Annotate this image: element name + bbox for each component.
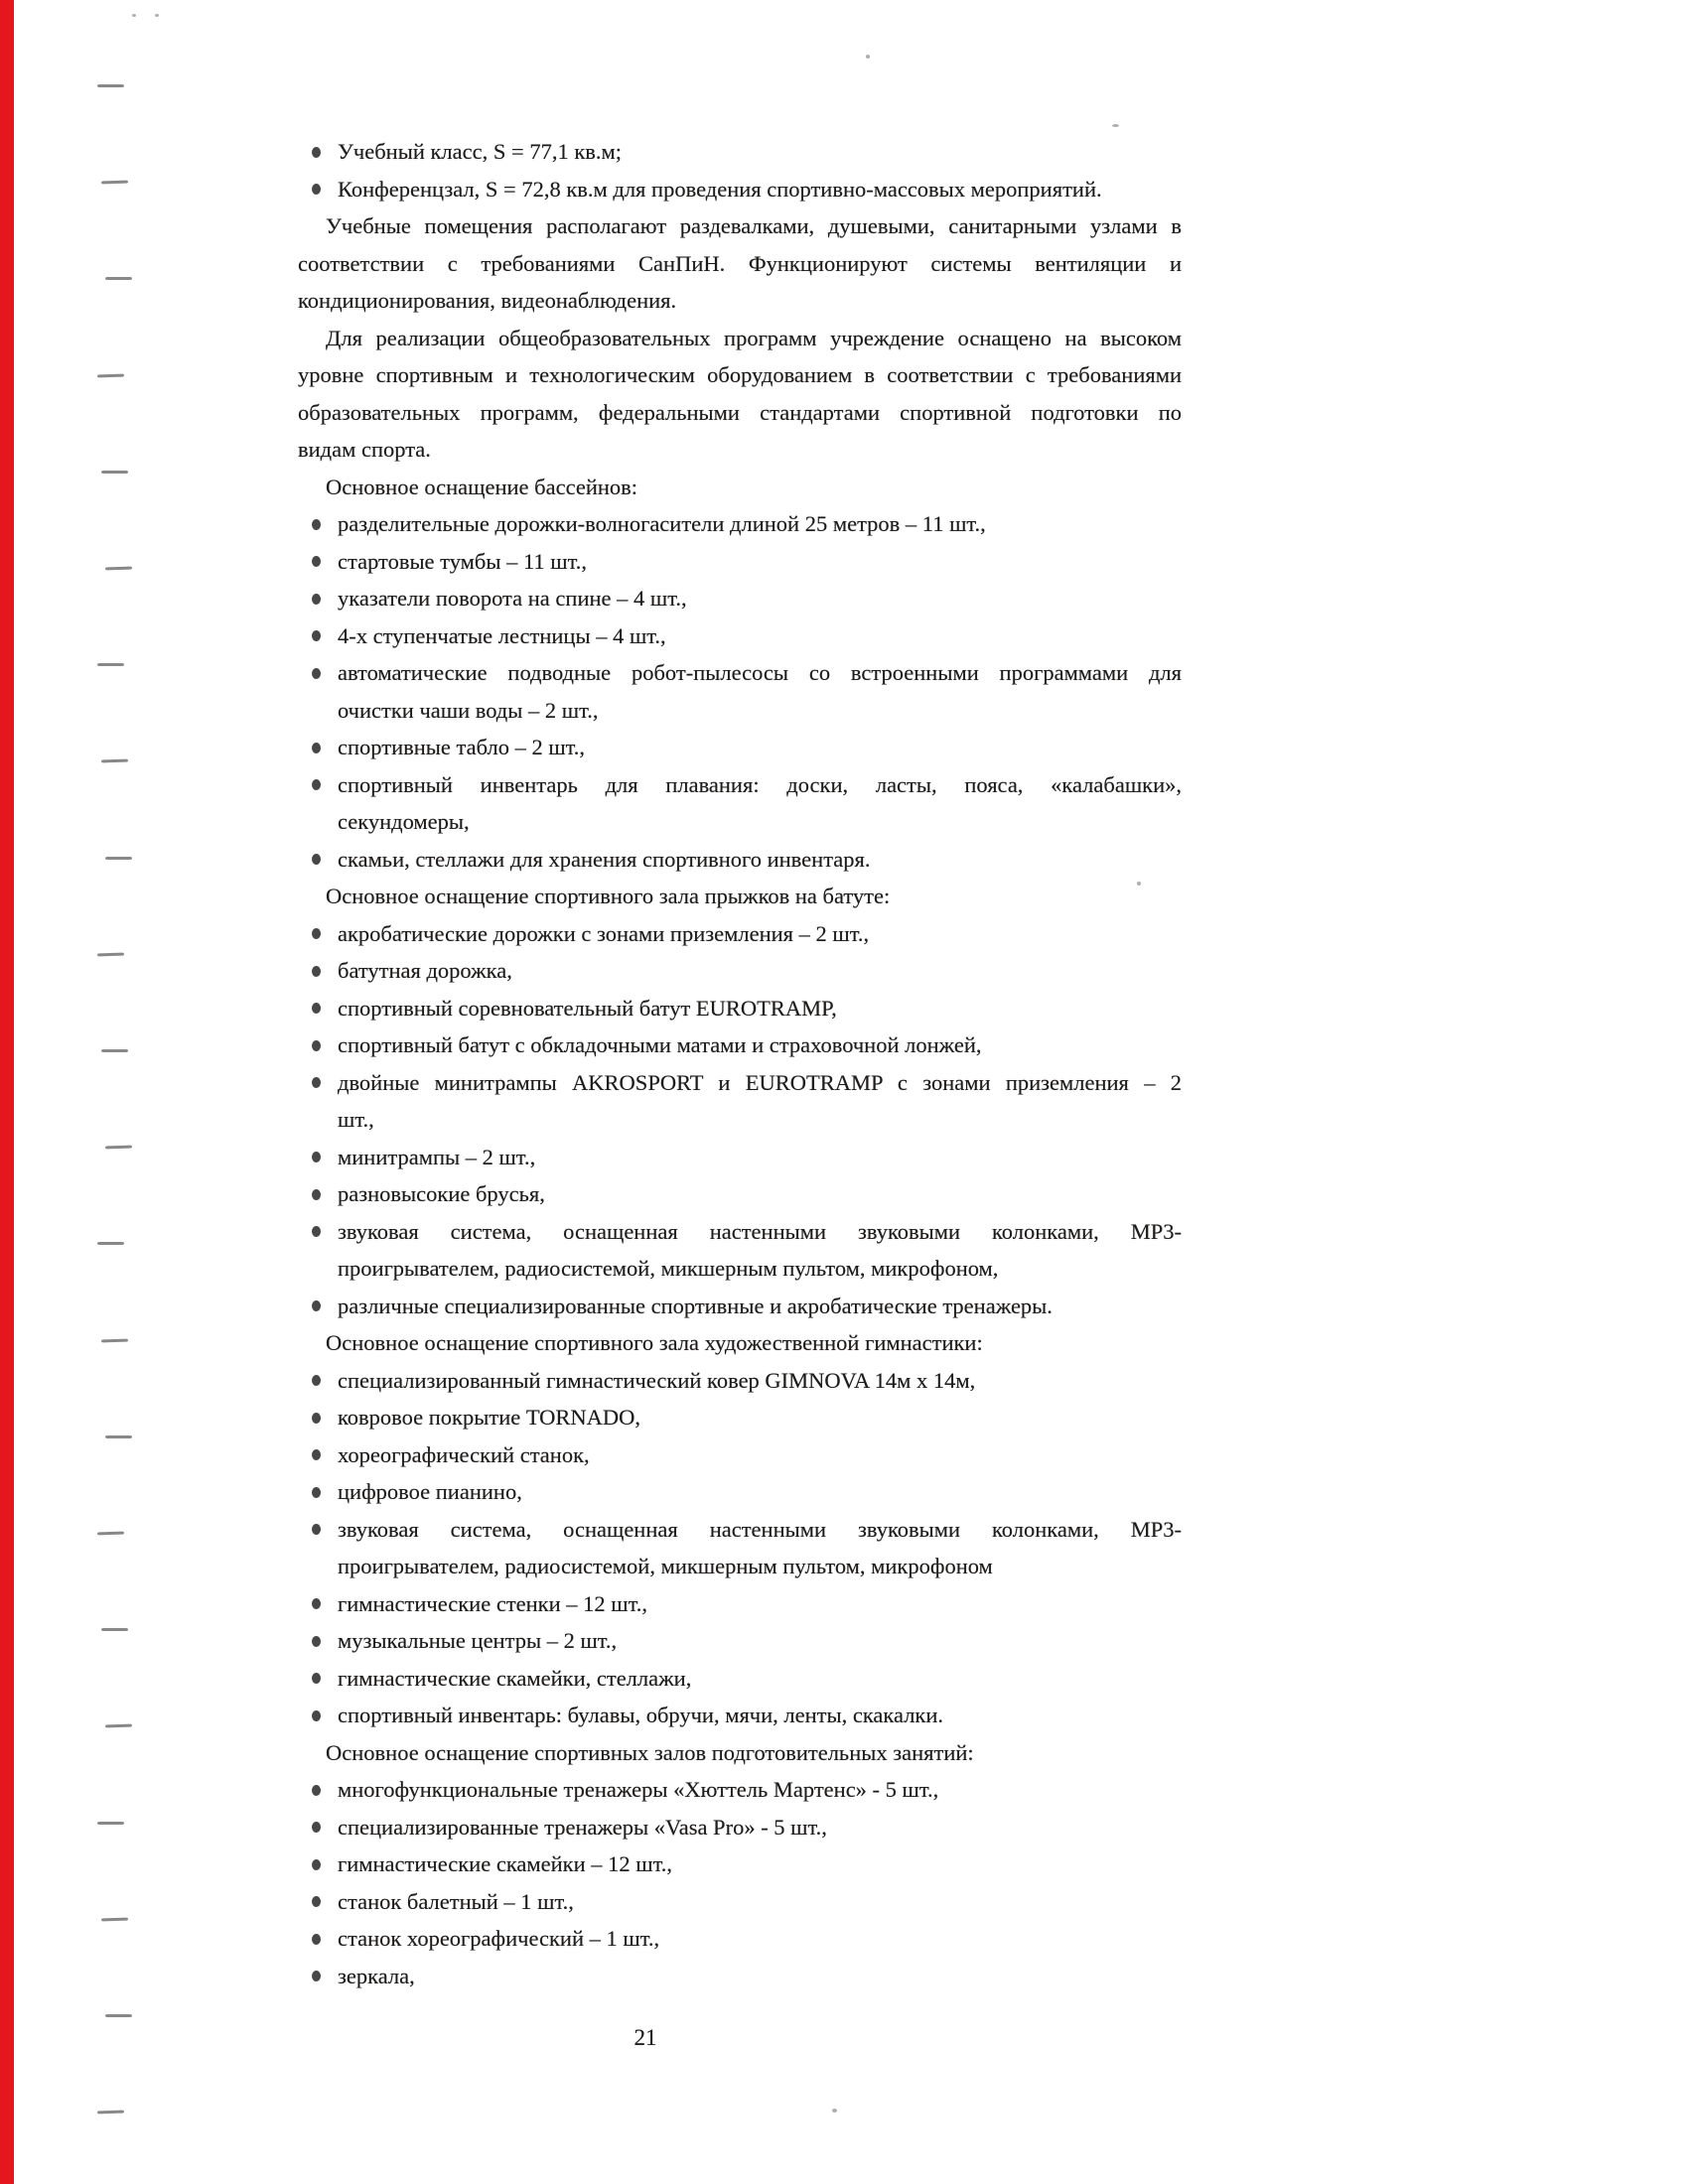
text-line: звуковая система, оснащенная настенными звуковыми колонками, MP3-: [298, 1511, 1182, 1549]
bullet-dot-icon: [312, 1449, 321, 1460]
bullet-dot-icon: [312, 1524, 321, 1535]
scan-speck: [1112, 124, 1119, 127]
text-line: ковровое покрытие TORNADO,: [298, 1399, 1182, 1436]
text-line: цифровое пианино,: [298, 1473, 1182, 1511]
bullet-dot-icon: [312, 1413, 321, 1424]
margin-dash: [101, 1628, 128, 1631]
bullet-dot-icon: [312, 1710, 321, 1721]
bullet-dot-icon: [312, 1636, 321, 1647]
text-line: уровне спортивным и технологическим оборудованием в соответствии с требованиями: [298, 362, 1182, 387]
text-line: Основное оснащение спортивного зала прыжков на батуте:: [326, 884, 891, 908]
text-line: батутная дорожка,: [298, 952, 1182, 990]
margin-dash: [97, 2111, 124, 2115]
scan-speck: [132, 14, 136, 17]
text-line: станок хореографический – 1 шт.,: [298, 1920, 1182, 1958]
text-line: разновысокие брусья,: [298, 1175, 1182, 1213]
bullet-dot-icon: [312, 1598, 321, 1609]
bullet-dot-icon: [312, 743, 321, 753]
page-number: 21: [633, 2025, 657, 2050]
text-line: кондиционирования, видеонаблюдения.: [298, 288, 677, 313]
scan-speck: [832, 2109, 837, 2113]
text-line: проигрывателем, радиосистемой, микшерным пультом, микрофоном: [338, 1554, 993, 1578]
margin-dash: [105, 567, 132, 571]
text-line: спортивный соревновательный батут EUROTRAMP,: [298, 990, 1182, 1027]
text-line: проигрывателем, радиосистемой, микшерным пультом, микрофоном,: [338, 1256, 999, 1281]
margin-dash: [101, 1049, 128, 1052]
text-line: разделительные дорожки-волногасители длиной 25 метров – 11 шт.,: [298, 505, 1182, 543]
margin-dash: [97, 1242, 124, 1245]
margin-dash: [101, 471, 128, 474]
bullet-dot-icon: [312, 1934, 321, 1945]
text-line: спортивный инвентарь для плавания: доски, ласты, пояса, «калабашки»,: [298, 766, 1182, 804]
margin-dash: [97, 373, 124, 377]
margin-dash: [97, 1532, 124, 1536]
text-line: Основное оснащение спортивных залов подготовительных занятий:: [326, 1739, 974, 1765]
bullet-dot-icon: [312, 1487, 321, 1498]
text-line: образовательных программ, федеральными стандартами спортивной подготовки по: [298, 399, 1182, 425]
text-line: спортивный инвентарь: булавы, обручи, мячи, ленты, скакалки.: [298, 1697, 1182, 1734]
bullet-dot-icon: [312, 519, 321, 530]
text-line: звуковая система, оснащенная настенными звуковыми колонками, MP3-: [298, 1213, 1182, 1251]
margin-dash: [105, 277, 132, 280]
bullet-dot-icon: [312, 1226, 321, 1237]
bullet-dot-icon: [312, 1859, 321, 1870]
text-line: гимнастические стенки – 12 шт.,: [298, 1585, 1182, 1623]
text-line: указатели поворота на спине – 4 шт.,: [298, 580, 1182, 617]
bullet-dot-icon: [312, 1896, 321, 1907]
text-line: двойные минитрампы AKROSPORT и EUROTRAMP с зонами приземления – 2: [298, 1064, 1182, 1102]
text-line: акробатические дорожки с зонами приземления – 2 шт.,: [298, 915, 1182, 953]
text-line: соответствии с требованиями СанПиН. Функционируют системы вентиляции и: [298, 250, 1182, 276]
margin-dash: [97, 84, 124, 87]
text-line: Конференцзал, S = 72,8 кв.м для проведения спортивно-массовых мероприятий.: [298, 171, 1182, 208]
text-line: скамьи, стеллажи для хранения спортивного инвентаря.: [298, 841, 1182, 879]
margin-dash: [101, 759, 128, 763]
text-line: видам спорта.: [298, 437, 431, 462]
bullet-dot-icon: [312, 1785, 321, 1796]
text-line: Для реализации общеобразовательных программ учреждение оснащено на высоком: [326, 325, 1182, 350]
bullet-dot-icon: [312, 556, 321, 567]
bullet-dot-icon: [312, 1375, 321, 1386]
text-line: различные специализированные спортивные и акробатические тренажеры.: [298, 1288, 1182, 1325]
bullet-dot-icon: [312, 1300, 321, 1311]
text-line: Основное оснащение спортивного зала художественной гимнастики:: [326, 1330, 983, 1355]
text-line: шт.,: [338, 1107, 374, 1132]
text-line: специализированный гимнастический ковер GIMNOVA 14м х 14м,: [298, 1362, 1182, 1400]
text-line: автоматические подводные робот-пылесосы со встроенными программами для: [298, 654, 1182, 692]
margin-dash: [105, 1724, 132, 1728]
bullet-dot-icon: [312, 1040, 321, 1051]
text-line: 4-х ступенчатые лестницы – 4 шт.,: [298, 617, 1182, 655]
text-line: спортивные табло – 2 шт.,: [298, 729, 1182, 766]
text-line: зеркала,: [298, 1958, 1182, 1995]
bullet-dot-icon: [312, 1152, 321, 1162]
bullet-dot-icon: [312, 1077, 321, 1088]
bullet-dot-icon: [312, 1003, 321, 1014]
margin-dash: [101, 1917, 128, 1921]
text-line: музыкальные центры – 2 шт.,: [298, 1622, 1182, 1660]
margin-dash: [97, 663, 124, 666]
bullet-dot-icon: [312, 630, 321, 641]
text-line: специализированные тренажеры «Vasa Pro» - 5 шт.,: [298, 1809, 1182, 1846]
text-line: гимнастические скамейки – 12 шт.,: [298, 1845, 1182, 1883]
scan-speck: [155, 14, 159, 17]
bullet-dot-icon: [312, 147, 321, 158]
bullet-dot-icon: [312, 668, 321, 679]
text-line: гимнастические скамейки, стеллажи,: [298, 1660, 1182, 1698]
text-line: Учебный класс, S = 77,1 кв.м;: [298, 133, 1182, 171]
scan-speck: [866, 55, 870, 59]
red-edge-stripe: [0, 0, 14, 2184]
margin-dash: [105, 1146, 132, 1150]
text-line: многофункциональные тренажеры «Хюттель Мартенс» - 5 шт.,: [298, 1771, 1182, 1809]
margin-dash: [97, 952, 124, 956]
text-line: минитрампы – 2 шт.,: [298, 1139, 1182, 1176]
margin-dash: [101, 181, 128, 185]
margin-dash: [97, 1822, 124, 1825]
document-text-block: [298, 133, 1182, 1994]
bullet-dot-icon: [312, 1673, 321, 1684]
bullet-dot-icon: [312, 966, 321, 977]
margin-dash: [105, 2014, 132, 2017]
bullet-dot-icon: [312, 1822, 321, 1833]
margin-dash: [105, 1435, 132, 1438]
text-line: Учебные помещения располагают раздевалками, душевыми, санитарными узлами в: [326, 213, 1182, 238]
bullet-dot-icon: [312, 928, 321, 939]
bullet-dot-icon: [312, 594, 321, 605]
text-line: стартовые тумбы – 11 шт.,: [298, 543, 1182, 581]
text-line: секундомеры,: [338, 809, 470, 834]
text-line: Основное оснащение бассейнов:: [326, 474, 638, 499]
bullet-dot-icon: [312, 184, 321, 195]
text-line: станок балетный – 1 шт.,: [298, 1883, 1182, 1921]
bullet-dot-icon: [312, 1189, 321, 1200]
bullet-dot-icon: [312, 854, 321, 865]
bullet-dot-icon: [312, 779, 321, 790]
text-line: спортивный батут с обкладочными матами и страховочной лонжей,: [298, 1026, 1182, 1064]
text-line: хореографический станок,: [298, 1436, 1182, 1474]
margin-dash: [105, 857, 132, 860]
margin-dash: [101, 1338, 128, 1342]
bullet-dot-icon: [312, 1971, 321, 1981]
text-line: очистки чаши воды – 2 шт.,: [338, 697, 599, 723]
